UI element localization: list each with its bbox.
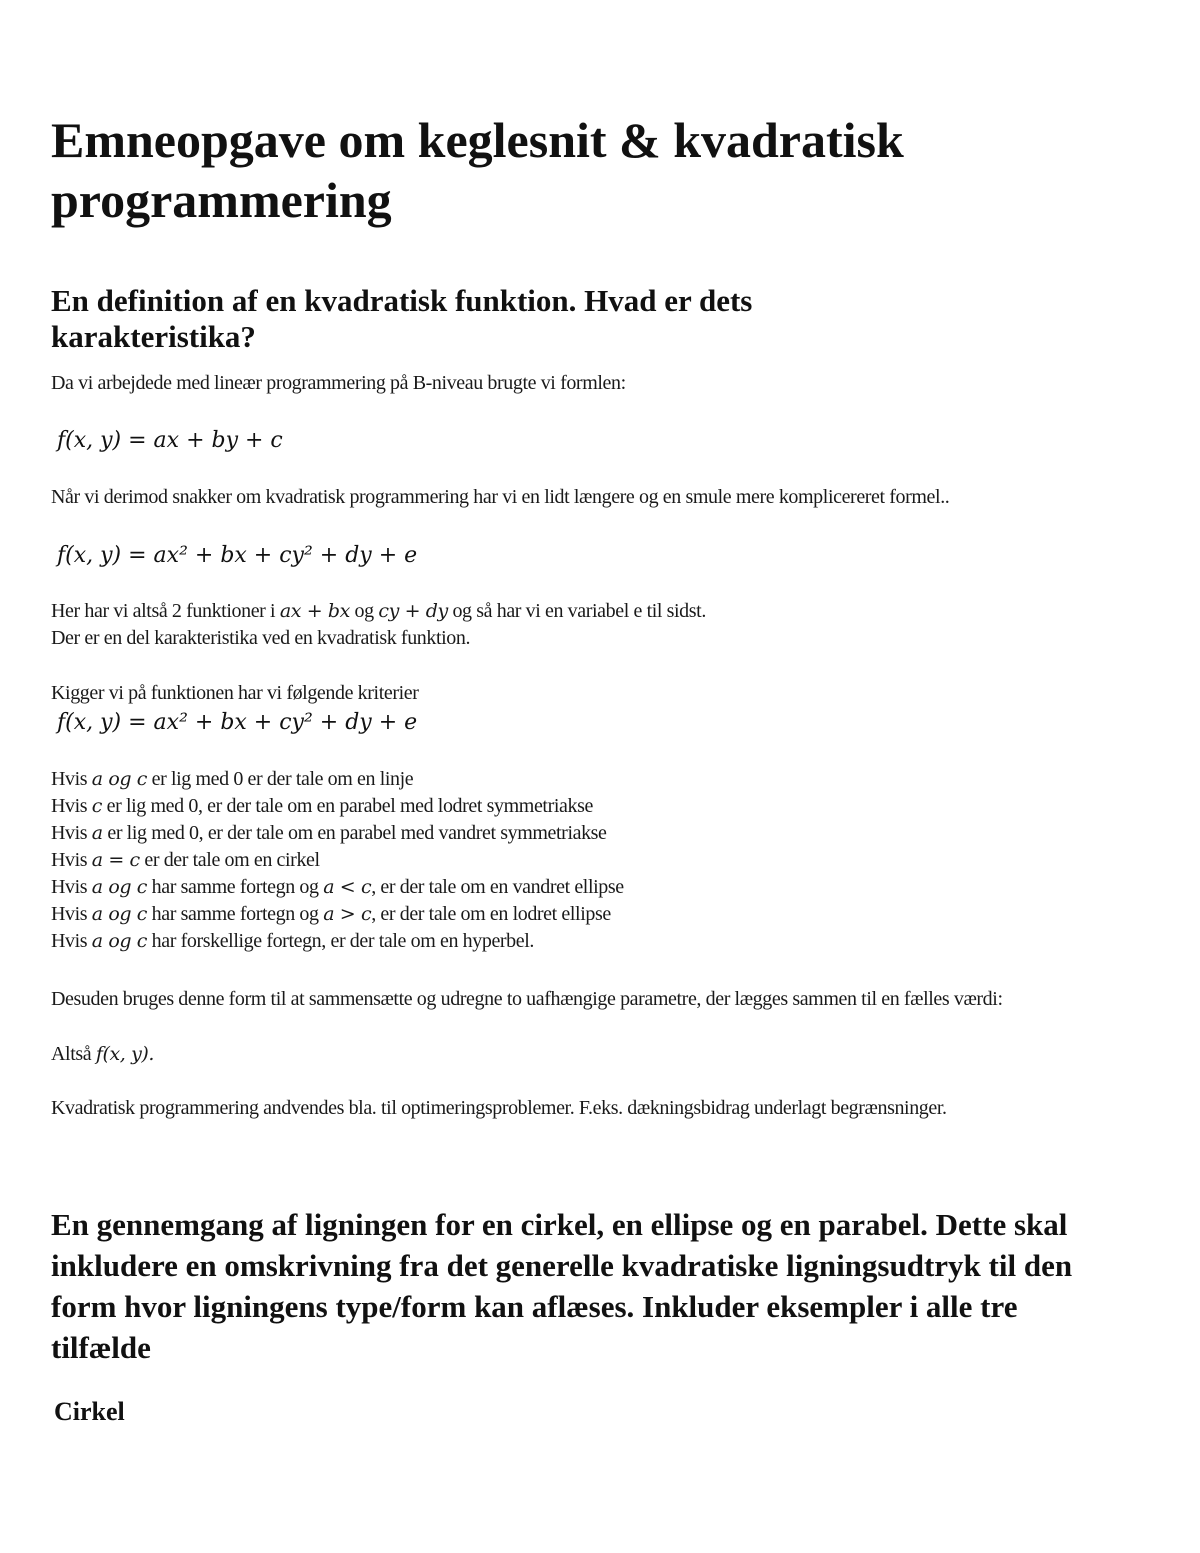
section-heading-equations: En gennemgang af ligningen for en cirkel, en ellipse og en parabel. Dette skal inkludere en omskrivning fra det generelle kvadratiske ligningsudtryk til den form hvor ligningens type/form kan aflæses. Inkluder eksempler i alle tre tilfælde [51,1207,1073,1365]
altsaa-line [51,1041,1051,1068]
characteristics-sentence: Der er en del karakteristika ved en kvadratisk funktion. [51,627,471,649]
criteria-item: Hvis c er lig med 0, er der tale om en parabel med lodret symmetriakse [51,795,593,817]
parameters-paragraph: Desuden bruges denne form til at sammensætte og udregne to uafhængige parametre, der lægges sammen til en fælles værdi: [51,988,1003,1010]
intro-paragraph: Da vi arbejdede med lineær programmering på B-niveau brugte vi formlen: [51,372,626,394]
formula-quadratic: f(x, y) = ax² + bx + cy² + dy + e [57,543,418,568]
subheading-cirkel: Cirkel [54,1397,125,1426]
altsaa-text: Altså [51,1043,92,1065]
criteria-intro: Kigger vi på funktionen har vi følgende kriterier [51,682,419,704]
criteria-item: Hvis a er lig med 0, er der tale om en parabel med vandret symmetriakse [51,822,607,844]
criteria-item: Hvis a = c er der tale om en cirkel [51,849,320,871]
formula-linear: f(x, y) = ax + by + c [57,428,283,453]
og-text: og [354,600,374,622]
functions-text-b: og så har vi en variabel e til sidst. [452,600,706,622]
criteria-item: Hvis a og c har forskellige fortegn, er der tale om en hyperbel. [51,930,535,952]
application-paragraph: Kvadratisk programmering andvendes bla. til optimeringsproblemer. F.eks. dækningsbidrag underlagt begrænsninger. [51,1097,947,1119]
criteria-item: Hvis a og c har samme fortegn og a > c, er der tale om en lodret ellipse [51,903,611,925]
criteria-item: Hvis a og c er lig med 0 er der tale om en linje [51,768,414,790]
functions-text-a: Her har vi altså 2 funktioner i [51,600,276,622]
criteria-item: Hvis a og c har samme fortegn og a < c, er der tale om en vandret ellipse [51,876,624,898]
quadratic-intro-paragraph: Når vi derimod snakker om kvadratisk programmering har vi en lidt længere og en smule mere komplicereret formel.. [51,486,950,508]
criteria-list [51,766,1051,955]
functions-explanation [51,598,1051,652]
section-heading-definition: En definition af en kvadratisk funktion. Hvad er dets karakteristika? [51,283,753,354]
page-title: Emneopgave om keglesnit & kvadratisk programmering [51,112,904,228]
expr-cy-dy: cy + dy [378,600,448,622]
formula-quadratic-repeat: f(x, y) = ax² + bx + cy² + dy + e [57,710,418,735]
altsaa-expr: f(x, y). [95,1043,155,1065]
expr-ax-bx: ax + bx [279,600,350,622]
